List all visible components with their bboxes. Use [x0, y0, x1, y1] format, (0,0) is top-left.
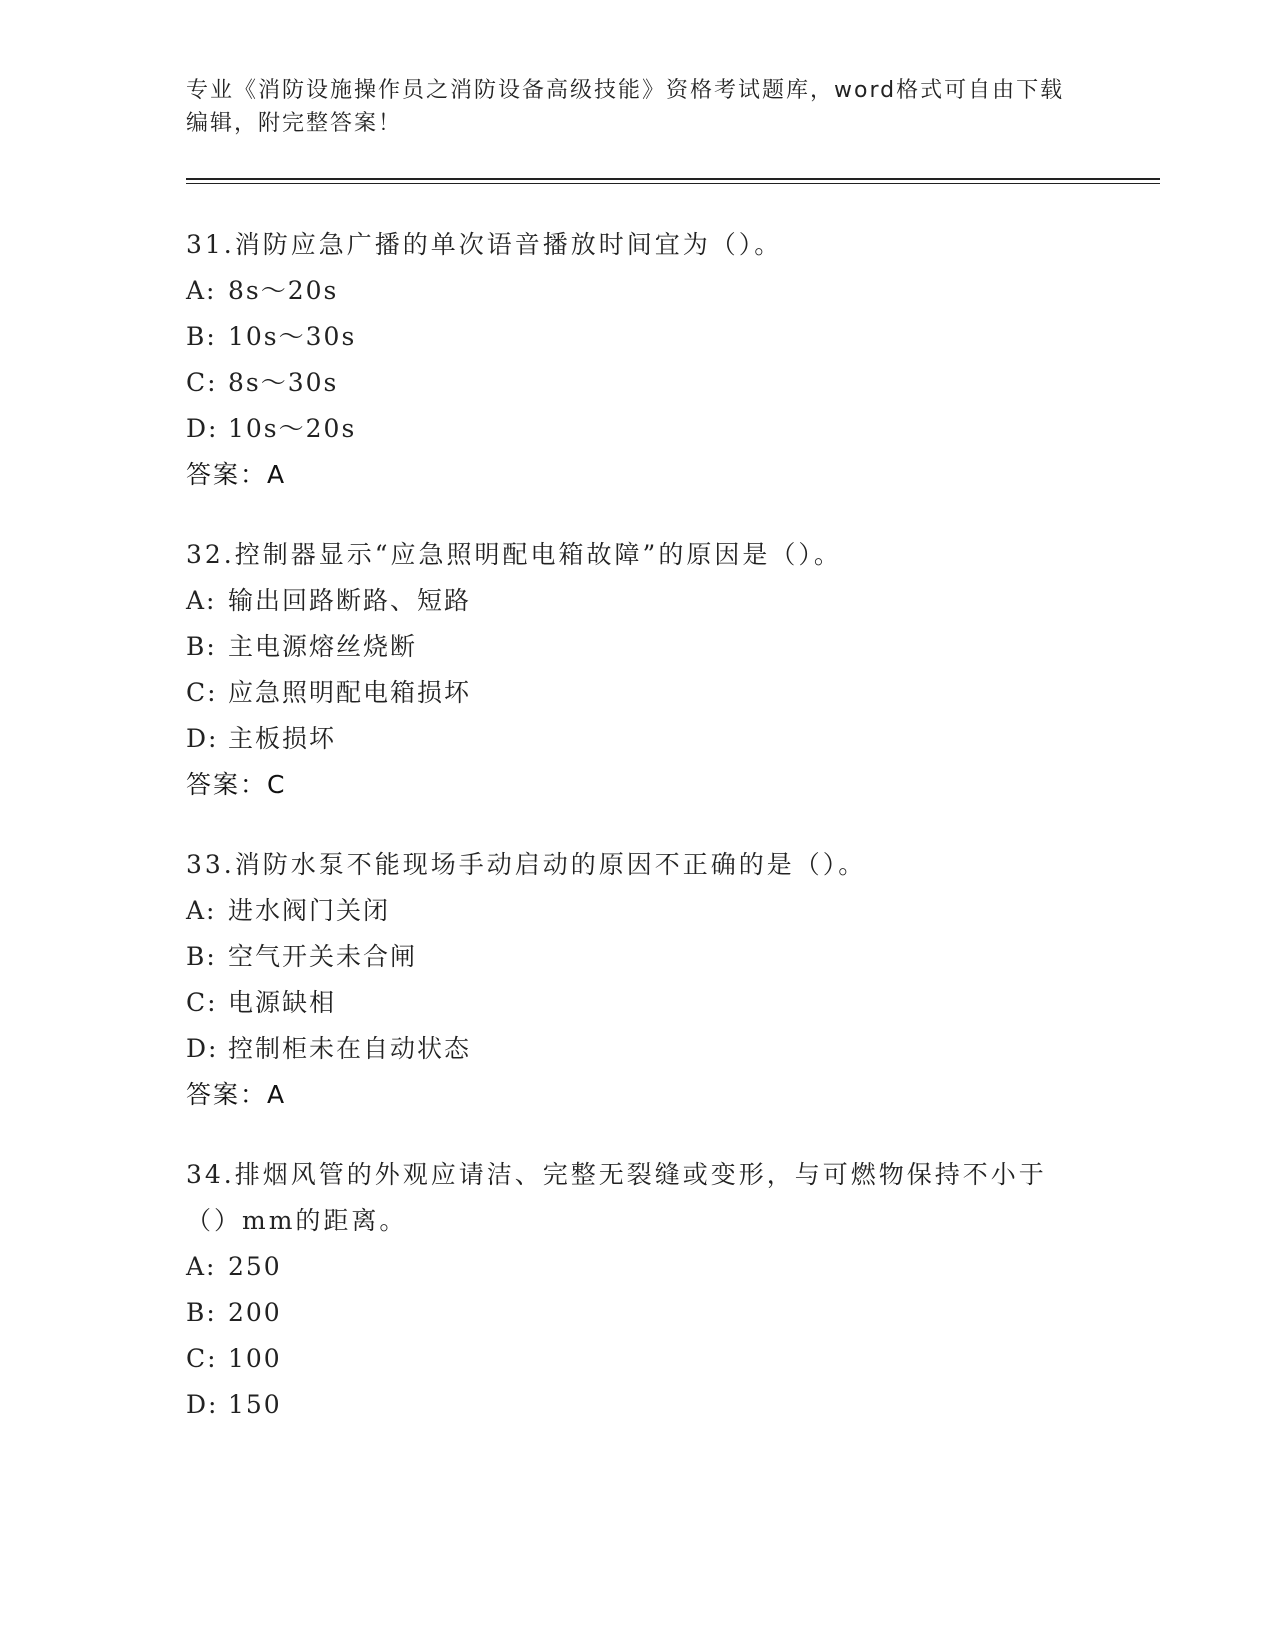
option-text: 250 — [228, 1252, 282, 1281]
option-c — [186, 980, 1086, 1026]
question-34 — [186, 1152, 1066, 1428]
document-header: 专业《消防设施操作员之消防设备高级技能》资格考试题库，word格式可自由下载编辑，附完整答案！ — [186, 78, 1065, 136]
option-key: A: — [186, 276, 217, 305]
question-32 — [186, 532, 1086, 808]
option-key: B: — [186, 1298, 217, 1327]
option-key: C: — [186, 988, 218, 1017]
option-key: A: — [186, 896, 217, 925]
option-a — [186, 888, 1086, 934]
option-text: 主电源熔丝烧断 — [228, 632, 418, 661]
option-key: D: — [186, 414, 219, 443]
answer-line: 答案：C — [186, 770, 287, 799]
answer-line: 答案：A — [186, 1080, 287, 1109]
option-a — [186, 268, 1086, 314]
option-a — [186, 578, 1086, 624]
option-a — [186, 1244, 1066, 1290]
option-key: D: — [186, 724, 219, 753]
option-c — [186, 360, 1086, 406]
option-key: D: — [186, 1390, 219, 1419]
question-33 — [186, 842, 1086, 1118]
option-text: 输出回路断路、短路 — [228, 586, 472, 615]
option-d — [186, 1026, 1086, 1072]
option-text: 150 — [228, 1390, 282, 1419]
option-text: 100 — [228, 1344, 282, 1373]
option-text: 进水阀门关闭 — [228, 896, 391, 925]
option-text: 电源缺相 — [228, 988, 337, 1017]
answer-line: 答案：A — [186, 460, 287, 489]
option-b — [186, 314, 1086, 360]
option-d — [186, 1382, 1066, 1428]
header-divider-thick — [186, 178, 1160, 180]
question-stem: 32.控制器显示“应急照明配电箱故障”的原因是（）。 — [186, 540, 842, 569]
option-key: B: — [186, 942, 217, 971]
option-key: C: — [186, 368, 218, 397]
question-31 — [186, 222, 1086, 498]
option-d — [186, 406, 1086, 452]
option-text: 10s～30s — [228, 322, 357, 351]
option-b — [186, 1290, 1066, 1336]
header-divider-thin — [186, 183, 1160, 184]
option-key: A: — [186, 1252, 217, 1281]
option-text: 8s～30s — [228, 368, 339, 397]
question-stem: 33.消防水泵不能现场手动启动的原因不正确的是（）。 — [186, 850, 867, 879]
option-key: B: — [186, 322, 217, 351]
option-text: 控制柜未在自动状态 — [228, 1034, 472, 1063]
option-key: B: — [186, 632, 217, 661]
option-b — [186, 624, 1086, 670]
option-text: 应急照明配电箱损坏 — [228, 678, 472, 707]
option-key: C: — [186, 1344, 218, 1373]
option-key: A: — [186, 586, 217, 615]
option-key: D: — [186, 1034, 219, 1063]
option-c — [186, 1336, 1066, 1382]
question-stem: 34.排烟风管的外观应请洁、完整无裂缝或变形，与可燃物保持不小于（）mm的距离。 — [186, 1160, 1047, 1235]
option-text: 200 — [228, 1298, 282, 1327]
option-b — [186, 934, 1086, 980]
option-c — [186, 670, 1086, 716]
question-stem: 31.消防应急广播的单次语音播放时间宜为（）。 — [186, 230, 783, 259]
option-text: 主板损坏 — [228, 724, 337, 753]
option-text: 8s～20s — [228, 276, 339, 305]
option-text: 空气开关未合闸 — [228, 942, 418, 971]
option-d — [186, 716, 1086, 762]
option-key: C: — [186, 678, 218, 707]
option-text: 10s～20s — [228, 414, 357, 443]
